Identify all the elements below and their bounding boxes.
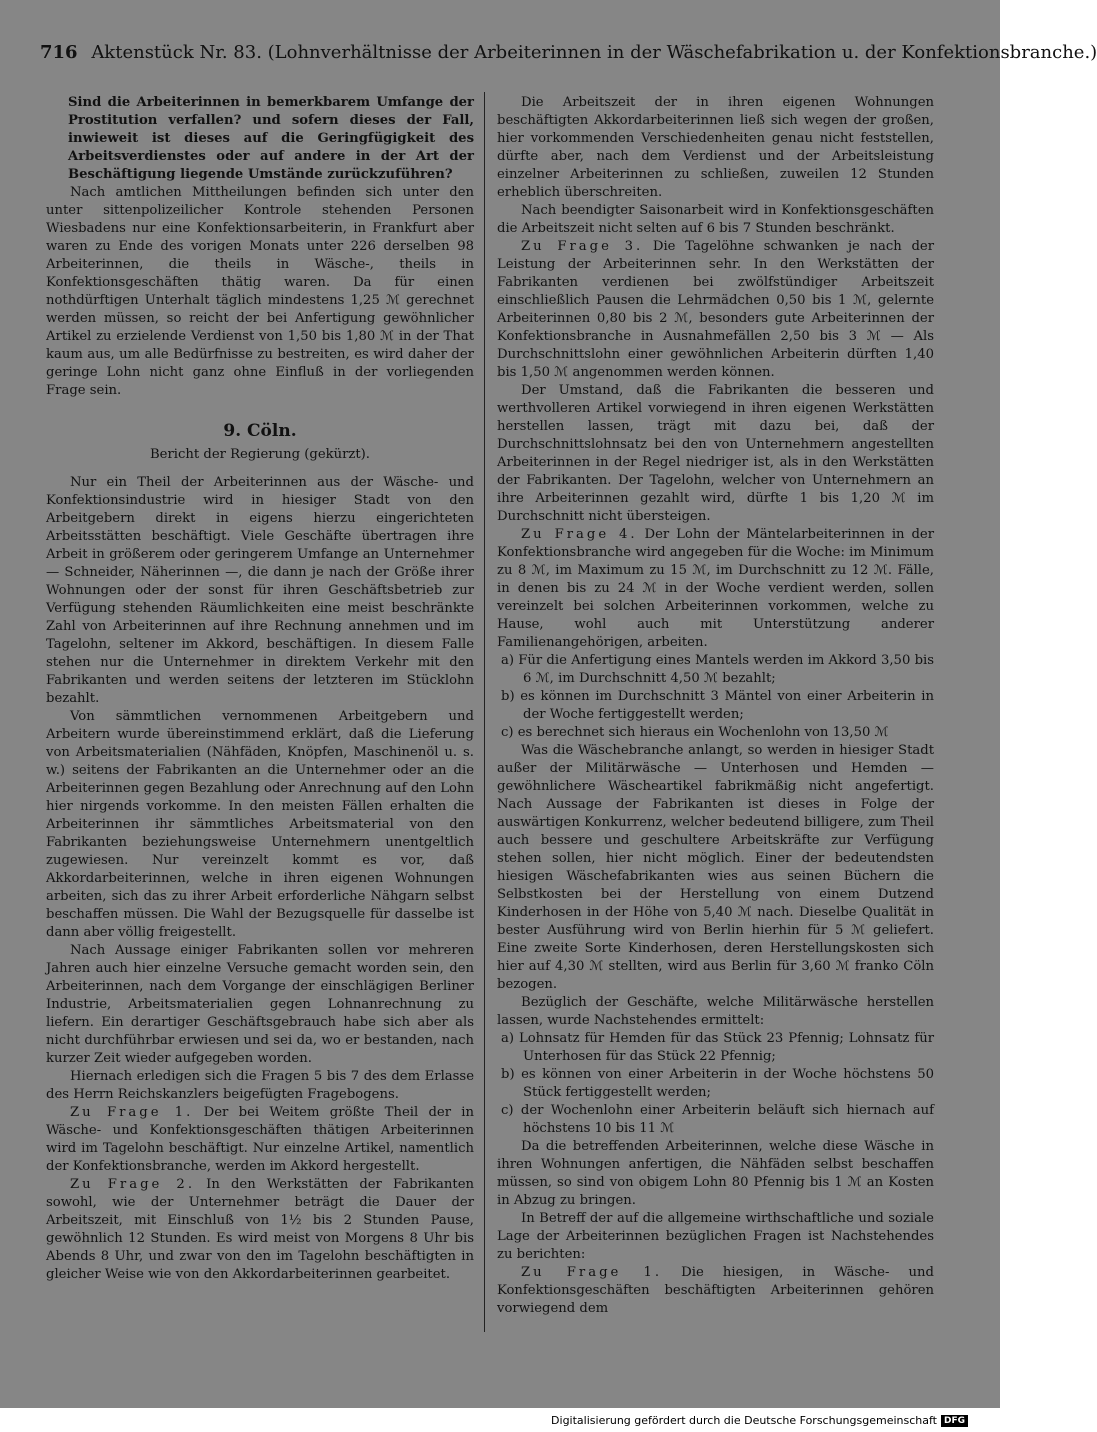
paragraph-text: Der bei Weitem größte Theil der in Wäsche- und Konfektionsgeschäften thätigen Arbeiterinnen wird im Tagelohn beschäftigt. Nur einzelne Artikel, namentlich der Konfektionsbranche, werden im Akkord hergestellt.: [46, 1105, 475, 1174]
paragraph: Bezüglich der Geschäfte, welche Militärwäsche herstellen lassen, wurde Nachstehendes ermittelt:: [497, 995, 934, 1028]
paragraph: Von sämmtlichen vernommenen Arbeitgebern und Arbeitern wurde übereinstimmend erklärt, daß die Lieferung von Arbeitsmaterialien (Nähfäden, Knöpfen, Maschinenöl u. s. w.) seitens der Fabrikanten an die Unternehmer oder an die Arbeiterinnen gegen Bezahlung oder Anrechnung auf den Lohn hier nirgends vorkomme. In den meisten Fällen erhalten die Arbeiterinnen ihr sämmtliches Arbeitsmaterial von den Fabrikanten beziehungsweise Unternehmern unentgeltlich zugewiesen. Nur vereinzelt kommt es vor, daß Akkordarbeiterinnen, welche in ihren eigenen Wohnungen arbeiten, sich das zu ihrer Arbeit erforderliche Nähgarn selbst beschaffen müssen. Die Wahl der Bezugsquelle für dasselbe ist dann aber völlig freigestellt.: [46, 709, 474, 940]
question-label: Zu Frage 3.: [521, 239, 644, 254]
list-item: b) es können im Durchschnitt 3 Mäntel von einer Arbeiterin in der Woche fertiggestellt werden;: [501, 689, 934, 722]
column-divider: [484, 92, 485, 1332]
footer-text: Digitalisierung gefördert durch die Deutsche Forschungsgemeinschaft: [551, 1414, 937, 1427]
question-label: Zu Frage 1.: [521, 1265, 663, 1280]
paragraph: In Betreff der auf die allgemeine wirthschaftliche und soziale Lage der Arbeiterinnen bezüglichen Fragen ist Nachstehendes zu berichten:: [497, 1211, 934, 1262]
right-column: [497, 94, 934, 1318]
paragraph: Was die Wäschebranche anlangt, so werden in hiesiger Stadt außer der Militärwäsche — Unterhosen und Hemden — gewöhnlichere Wäscheartikel fabrikmäßig nicht angefertigt. Nach Aussage der Fabrikanten ist dieses in Folge der auswärtigen Konkurrenz, welcher bedeutend billigere, zum Theil auch bessere und geschultere Arbeitskräfte zur Verfügung stehen sollen, hier nicht möglich. Einer der bedeutendsten hiesigen Wäschefabrikanten wies aus seinen Büchern die Selbstkosten bei der Herstellung von einem Dutzend Kinderhosen in der Höhe von 5,40 ℳ nach. Dieselbe Qualität in bester Ausführung wird von Berlin hierhin für 5 ℳ geliefert. Eine zweite Sorte Kinderhosen, deren Herstellungskosten sich hier auf 4,30 ℳ stellten, wird aus Berlin für 3,60 ℳ franko Cöln bezogen.: [497, 743, 934, 992]
paragraph: Hiernach erledigen sich die Fragen 5 bis 7 des dem Erlasse des Herrn Reichskanzlers beigefügten Fragebogens.: [46, 1069, 474, 1102]
question-text: Sind die Arbeiterinnen in bemerkbarem Umfange der Prostitution verfallen? und sofern dieses der Fall, inwieweit ist dieses auf die Geringfügigkeit des Arbeitsverdienstes oder auf andere in der Art der Beschäftigung liegende Umstände zurückzuführen?: [68, 95, 474, 182]
paragraph: Die Arbeitszeit der in ihren eigenen Wohnungen beschäftigten Akkordarbeiterinnen ließ sich wegen der großen, hier vorkommenden Verschiedenheiten genau nicht feststellen, dürfte aber, nach dem Verdienst und der Arbeitsleistung einzelner Arbeiterinnen zu schließen, zuweilen 12 Stunden erheblich überschreiten.: [497, 95, 934, 200]
page-number: 716: [40, 42, 78, 63]
paragraph: [46, 1176, 474, 1284]
question-label: Zu Frage 4.: [521, 527, 638, 542]
section-title: 9. Cöln.: [223, 421, 297, 441]
section-subtitle: Bericht der Regierung (gekürzt).: [149, 447, 370, 462]
question-label: Zu Frage 2.: [70, 1177, 196, 1192]
list-item: c) der Wochenlohn einer Arbeiterin beläuft sich hiernach auf höchstens 10 bis 11 ℳ: [501, 1103, 934, 1136]
paragraph: Nach Aussage einiger Fabrikanten sollen vor mehreren Jahren auch hier einzelne Versuche gemacht worden sein, den Arbeiterinnen, nach dem Vorgange der einschlägigen Berliner Industrie, Arbeitsmaterialien gegen Lohnanrechnung zu liefern. Ein derartiger Geschäftsgebrauch habe sich aber als nicht durchführbar erwiesen und sei da, wo er bestanden, nach kurzer Zeit wieder aufgegeben worden.: [46, 943, 474, 1066]
paragraph: [497, 238, 934, 382]
paragraph: [46, 1104, 474, 1176]
paragraph: [497, 526, 934, 652]
dfg-logo-icon: DFG: [941, 1415, 968, 1427]
question-label: Zu Frage 1.: [70, 1105, 194, 1120]
paragraph-text: Die Tagelöhne schwanken je nach der Leistung der Arbeiterinnen sehr. In den Werkstätten der Fabrikanten verdienen bei zwölfstündiger Arbeitszeit einschließlich Pausen die Lehrmädchen 0,50 bis 1 ℳ, gelernte Arbeiterinnen 0,80 bis 2 ℳ, besonders gute Arbeiterinnen der Konfektionsbranche in Ausnahmefällen 2,50 bis 3 ℳ — Als Durchschnittslohn einer gewöhnlichen Arbeiterin dürften 1,40 bis 1,50 ℳ angenommen werden können.: [497, 239, 935, 380]
paragraph-text: In den Werkstätten der Fabrikanten sowohl, wie der Unternehmer beträgt die Dauer der Arbeitszeit, mit Einschluß von 1½ bis 2 Stunden Pause, gewöhnlich 12 Stunden. Es wird meist von Morgens 8 Uhr bis Abends 8 Uhr, und zwar von den im Tagelohn beschäftigten in gleicher Weise wie von den Akkordarbeiterinnen gearbeitet.: [46, 1177, 474, 1282]
page-title: Aktenstück Nr. 83. (Lohnverhältnisse der Arbeiterinnen in der Wäschefabrikation u. der Konfektionsbranche.): [91, 42, 1097, 63]
paragraph: Der Umstand, daß die Fabrikanten die besseren und werthvolleren Artikel vorwiegend in ihren eigenen Werkstätten herstellen lassen, trägt mit dazu bei, daß der Durchschnittslohnsatz bei den von Unternehmern angestellten Arbeiterinnen in der Regel niedriger ist, als in den Werkstätten der Fabrikanten. Der Tagelohn, welcher von Unternehmern an ihre Arbeiterinnen gezahlt wird, dürfte 1 bis 1,20 ℳ im Durchschnitt nicht übersteigen.: [497, 383, 934, 524]
paragraph-text: Der Lohn der Mäntelarbeiterinnen in der Konfektionsbranche wird angegeben für die Woche: im Minimum zu 8 ℳ, im Maximum zu 15 ℳ, im Durchschnitt zu 12 ℳ. Fälle, in denen bis zu 24 ℳ in der Woche verdient werden, sollen vereinzelt bei solchen Arbeiterinnen vorkommen, welche zu Hause, wohl auch mit Unterstützung anderer Familienangehörigen, arbeiten.: [497, 527, 934, 650]
paragraph: [497, 1264, 934, 1318]
paragraph: Nach amtlichen Mittheilungen befinden sich unter den unter sittenpolizeilicher Kontrole stehenden Personen Wiesbadens nur eine Konfektionsarbeiterin, in Frankfurt aber waren zu Ende des vorigen Monats unter 226 derselben 98 Arbeiterinnen, die theils in Wäsche-, theils in Konfektionsgeschäften thätig waren. Da für einen nothdürftigen Unterhalt täglich mindestens 1,25 ℳ gerechnet werden müssen, so reicht der bei Anfertigung gewöhnlicher Artikel zu erzielende Verdienst von 1,50 bis 1,80 ℳ in der That kaum aus, um alle Bedürfnisse zu bestreiten, es wird daher der geringe Lohn nicht ganz ohne Einfluß in der vorliegenden Frage sein.: [46, 185, 474, 398]
list-item: c) es berechnet sich hieraus ein Wochenlohn von 13,50 ℳ: [501, 725, 889, 740]
footer-credit: [551, 1414, 968, 1427]
list-item: a) Lohnsatz für Hemden für das Stück 23 Pfennig; Lohnsatz für Unterhosen für das Stück 22 Pfennig;: [501, 1031, 934, 1064]
paragraph: Da die betreffenden Arbeiterinnen, welche diese Wäsche in ihren Wohnungen anfertigen, die Nähfäden selbst beschaffen müssen, so sind von obigem Lohn 80 Pfennig bis 1 ℳ an Kosten in Abzug zu bringen.: [497, 1139, 934, 1208]
paragraph: Nach beendigter Saisonarbeit wird in Konfektionsgeschäften die Arbeitszeit nicht selten auf 6 bis 7 Stunden beschränkt.: [497, 203, 934, 236]
paragraph: Nur ein Theil der Arbeiterinnen aus der Wäsche- und Konfektionsindustrie wird in hiesiger Stadt von den Arbeitgebern direkt in eigens hierzu eingerichteten Arbeitsstätten beschäftigt. Viele Geschäfte übertragen ihre Arbeit in größerem oder geringerem Umfange an Unternehmer — Schneider, Näherinnen —, die dann je nach der Größe ihrer Wohnungen oder der sonst für ihren Geschäftsbetrieb zur Verfügung stehenden Räumlichkeiten eine meist beschränkte Zahl von Arbeiterinnen auf ihre Rechnung annehmen und im Tagelohn, seltener im Akkord, beschäftigen. In diesem Falle stehen nur die Unternehmer in direktem Verkehr mit den Fabrikanten und werden seitens der letzteren im Stücklohn bezahlt.: [46, 475, 474, 706]
page-header: [40, 42, 1097, 72]
paragraph-text: Die hiesigen, in Wäsche- und Konfektionsgeschäften beschäftigten Arbeiterinnen gehören vorwiegend dem: [497, 1265, 934, 1316]
list-item: b) es können von einer Arbeiterin in der Woche höchstens 50 Stück fertiggestellt werden;: [501, 1067, 934, 1100]
list-item: a) Für die Anfertigung eines Mantels werden im Akkord 3,50 bis 6 ℳ, im Durchschnitt 4,50 ℳ bezahlt;: [501, 653, 934, 686]
left-column: [46, 94, 474, 1284]
